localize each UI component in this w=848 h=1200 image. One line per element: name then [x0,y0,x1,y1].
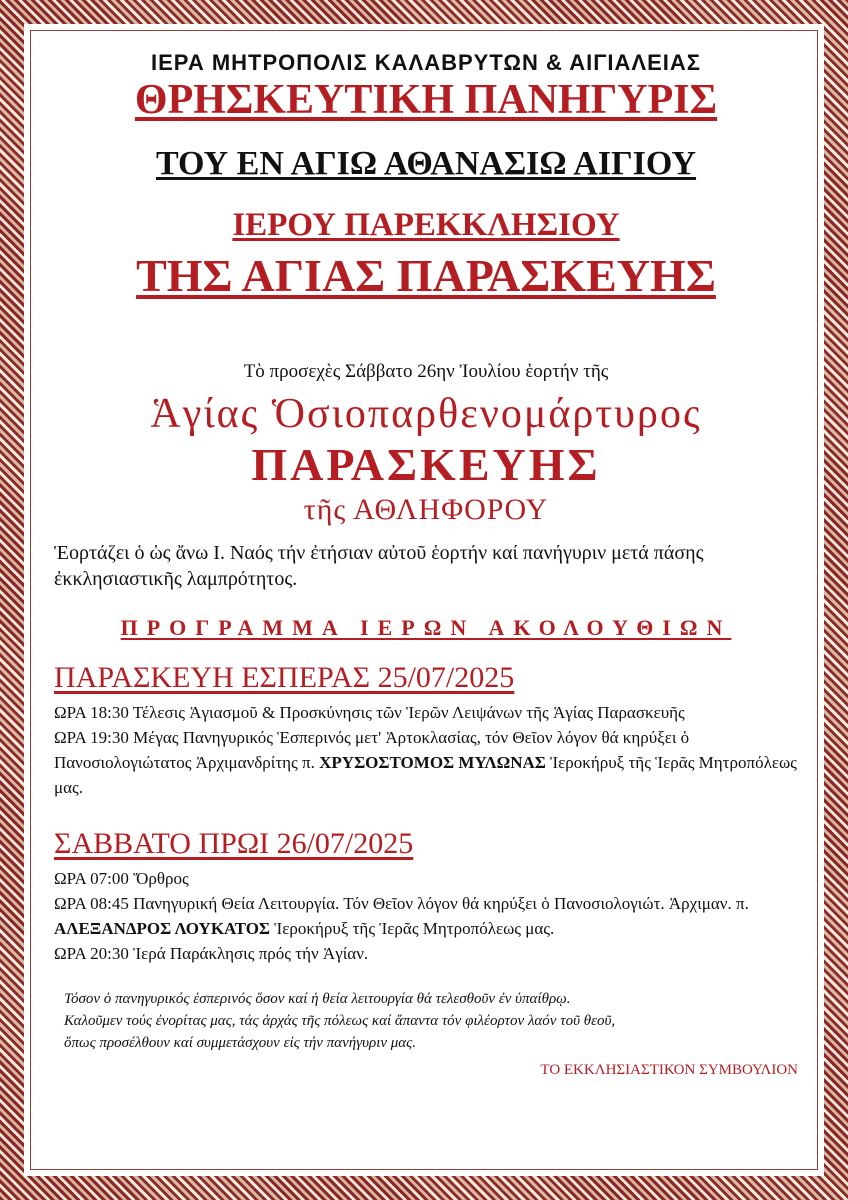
closing-line2: Καλοῦμεν τούς ἐνορίτας μας, τάς ἀρχάς τῆς πόλεως καί ἅπαντα τόν φιλέορτον λαόν τοῦ θεοῦ, [64,1013,616,1029]
church-subtitle: ΤΟΥ ΕΝ ΑΓΙΩ ΑΘΑΝΑΣΙΩ ΑΙΓΙΟΥ [155,145,697,182]
day1-preacher-name: ΧΡΥΣΟΣΤΟΜΟΣ ΜΥΛΩΝΑΣ [319,753,546,772]
closing-line1: Τόσον ὁ πανηγυρικός ἑσπερινός ὅσον καί ἡ θεία λειτουργία θά τελεσθοῦν ἐν ὑπαίθρῳ. [64,991,571,1007]
day2-line2-end: Ἱεροκήρυξ τῆς Ἱερᾶς Μητροπόλεως μας. [270,919,555,938]
saint-name-line3: τῆς ΑΘΛΗΦΟΡΟΥ [303,493,549,526]
poster-title: ΘΡΗΣΚΕΥΤΙΚΗ ΠΑΝΗΓΥΡΙΣ [134,77,718,123]
feast-intro: Τὸ προσεχὲς Σάββατο 26ην Ἰουλίου ἑορτήν τῆς [243,361,609,382]
day1-line2 [54,725,798,800]
day1-title: ΠΑΡΑΣΚΕΥΗ ΕΣΠΕΡΑΣ 25/07/2025 [54,661,515,694]
day1-line2-end: Ἱεροκήρυξ τῆς Ἱερᾶς Μητροπόλεως μας. [54,753,797,797]
saint-name-line1: Ἁγίας Ὁσιοπαρθενομάρτυρος [150,391,702,437]
metropolis-heading: ΙΕΡΑ ΜΗΤΡΟΠΟΛΙΣ ΚΑΛΑΒΡΥΤΩΝ & ΑΙΓΙΑΛΕΙΑΣ [151,50,701,75]
day1-line2-text: ΩΡΑ 19:30 Μέγας Πανηγυρικός Ἑσπερινός μετ' Ἀρτοκλασίας, τόν Θεῖον λόγον θά κηρύξει ὁ Πανοσιολογιώτατος Ἀρχιμανδρίτης π. [54,728,690,772]
day2-line2-text: ΩΡΑ 08:45 Πανηγυρική Θεία Λειτουργία. Τόν Θεῖον λόγον θά κηρύξει ὁ Πανοσιολογιώτ. Ἀρχιμαν. π. [54,894,749,913]
day2-line1: ΩΡΑ 07:00 Ὄρθρος [54,869,189,888]
poster-content [54,42,798,1079]
day2-preacher-name: ΑΛΕΞΑΝΔΡΟΣ ΛΟΥΚΑΤΟΣ [54,919,271,938]
closing-note [64,988,798,1054]
day2-title: ΣΑΒΒΑΤΟ ΠΡΩΙ 26/07/2025 [54,827,414,860]
feast-paragraph: Ἑορτάζει ὁ ὡς ἄνω Ι. Ναός τήν ἐτήσιαν αὐτοῦ ἑορτήν καί πανήγυριν μετά πάσης ἐκκλησιαστικῆς λαμπρότητος. [54,542,704,590]
day2-line2 [54,891,798,941]
chapel-subtitle: ΙΕΡΟΥ ΠΑΡΕΚΚΛΗΣΙΟΥ [232,207,620,243]
closing-line3: ὅπως προσέλθουν καί συμμετάσχουν εἰς τήν πανήγυριν μας. [64,1035,417,1051]
day1-line1: ΩΡΑ 18:30 Τέλεσις Ἁγιασμοῦ & Προσκύνησις τῶν Ἱερῶν Λειψάνων τῆς Ἁγίας Παρασκευῆς [54,703,685,722]
day2-line3: ΩΡΑ 20:30 Ἱερά Παράκλησις πρός τήν Ἁγίαν. [54,944,369,963]
saint-name-line2: ΠΑΡΑΣΚΕΥΗΣ [251,439,601,490]
program-heading: ΠΡΟΓΡΑΜΜΑ ΙΕΡΩΝ ΑΚΟΛΟΥΘΙΩΝ [120,615,732,640]
council-signature: ΤΟ ΕΚΚΛΗΣΙΑΣΤΙΚΟΝ ΣΥΜΒΟΥΛΙΟΝ [540,1062,798,1078]
saint-subtitle: ΤΗΣ ΑΓΙΑΣ ΠΑΡΑΣΚΕΥΗΣ [136,250,716,301]
